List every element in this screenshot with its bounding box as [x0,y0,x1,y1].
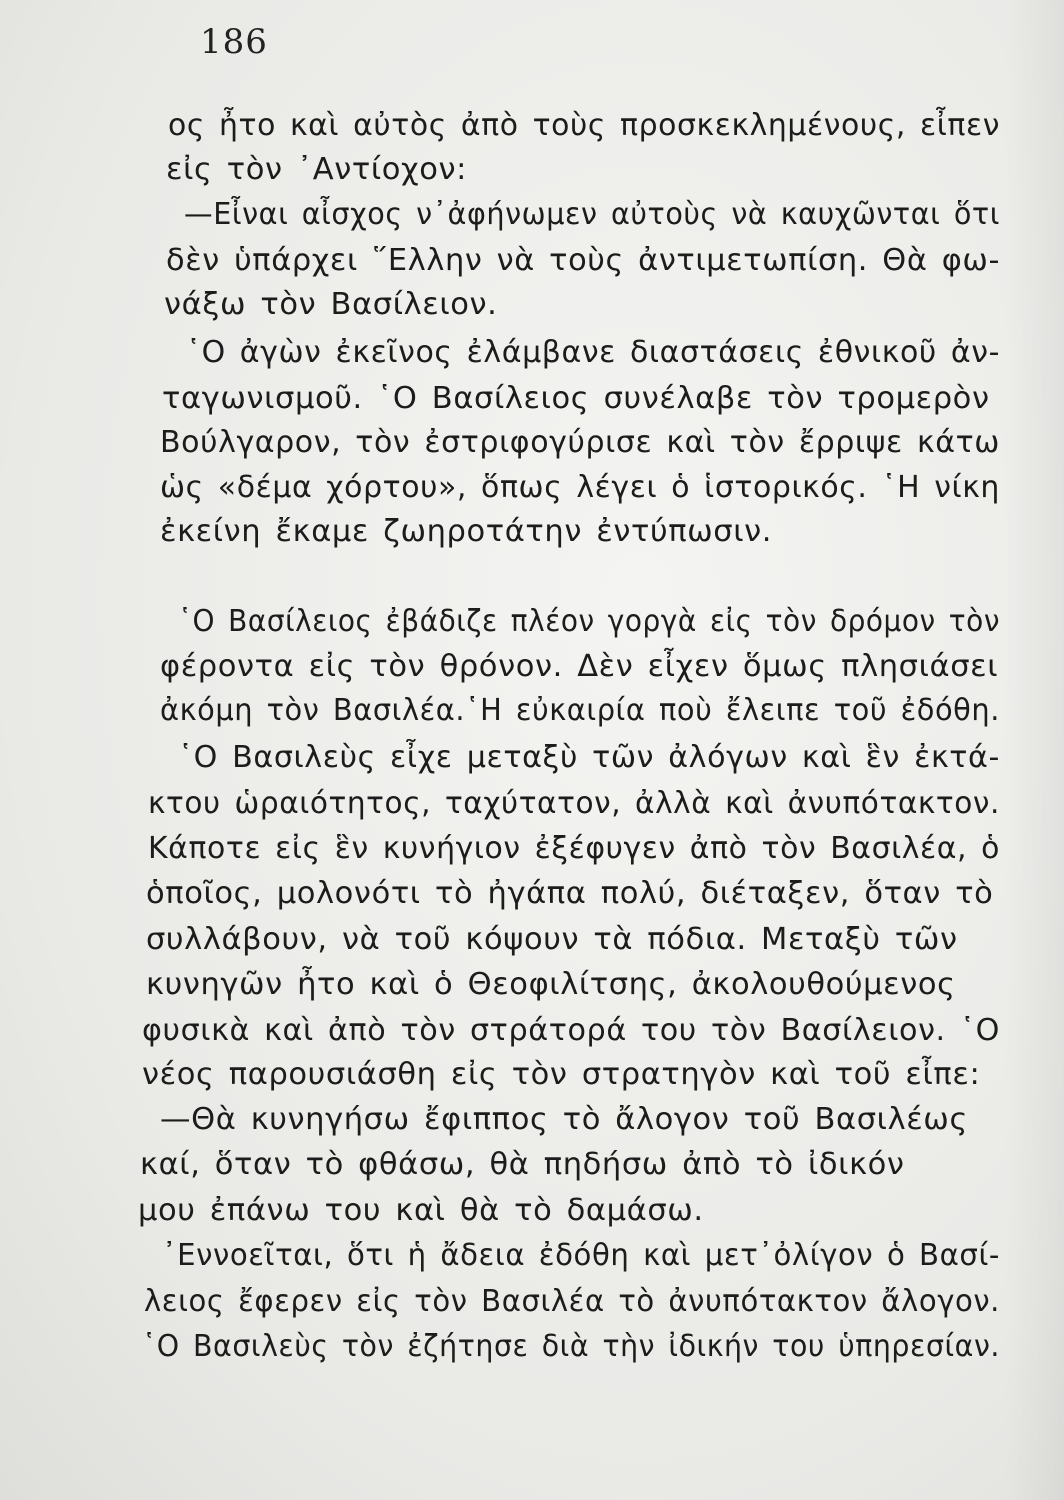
text-line: νέος παρουσιάσθη εἰς τὸν στρατηγὸν καὶ τοῦ εἶπε: [142,1057,981,1092]
text-line: ταγωνισμοῦ. ῾Ο Βασίλειος συνέλαβε τὸν τρομερὸν [162,381,990,416]
text-line: συλλάβουν, νὰ τοῦ κόψουν τὰ πόδια. Μεταξὺ τῶν [146,922,958,957]
text-line: κυνηγῶν ἦτο καὶ ὁ Θεοφιλίτσης, ἀκολουθούμενος [146,967,956,1002]
text-line: ὁποῖος, μολονότι τὸ ἠγάπα πολύ, διέταξεν, ὅταν τὸ [146,876,994,911]
text-line: ῾Ο Βασιλεὺς εἶχε μεταξὺ τῶν ἀλόγων καὶ ἓν ἐκτά- [178,740,1000,775]
text-line: ῾Ο Βασίλειος ἐβάδιζε πλέον γοργὰ εἰς τὸν δρόμον τὸν [178,604,1000,639]
text-line: φυσικὰ καὶ ἀπὸ τὸν στράτορά του τὸν Βασίλειον. ῾Ο [142,1013,1000,1048]
page-edge-shadow [1004,0,1064,1500]
text-line: δὲν ὑπάρχει ῞Ελλην νὰ τοὺς ἀντιμετωπίση. Θὰ φω- [166,243,1001,278]
text-line: φέροντα εἰς τὸν θρόνον. Δὲν εἶχεν ὅμως πλησιάσει [160,649,999,684]
text-line: καί, ὅταν τὸ φθάσω, θὰ πηδήσω ἀπὸ τὸ ἰδικόν [140,1147,905,1182]
text-line: λειος ἔφερεν εἰς τὸν Βασιλέα τὸ ἀνυπότακτον ἄλογον. [144,1284,1000,1319]
text-line: ος ἦτο καὶ αὐτὸς ἀπὸ τοὺς προσκεκλημένους, εἶπεν [168,108,1001,143]
text-line: Βούλγαρον, τὸν ἐστριφογύρισε καὶ τὸν ἔρριψε κάτω [160,425,1000,460]
text-line: ῾Ο ἀγὼν ἐκεῖνος ἐλάμβανε διαστάσεις ἐθνικοῦ ἀν- [186,335,1000,370]
text-line: ὡς «δέμα χόρτου», ὅπως λέγει ὁ ἱστορικός. ῾Η νίκη [160,470,1000,505]
text-line: —Θὰ κυνηγήσω ἔφιππος τὸ ἄλογον τοῦ Βασιλέως [160,1102,968,1137]
text-line: μου ἐπάνω του καὶ θὰ τὸ δαμάσω. [138,1193,704,1228]
page-number: 186 [200,22,268,62]
text-line: νάξω τὸν Βασίλειον. [164,287,498,322]
text-line: κτου ὡραιότητος, ταχύτατον, ἀλλὰ καὶ ἀνυπότακτον. [148,786,1000,821]
text-line: Κάποτε εἰς ἓν κυνήγιον ἐξέφυγεν ἀπὸ τὸν Βασιλέα, ὁ [148,831,1001,866]
text-line: ῾Ο Βασιλεὺς τὸν ἐζήτησε διὰ τὴν ἰδικήν του ὑπηρεσίαν. [142,1329,1000,1364]
text-line: —Εἶναι αἶσχος ν᾽ἀφήνωμεν αὐτοὺς νὰ καυχῶνται ὅτι [184,197,1000,232]
text-line: ἀκόμη τὸν Βασιλέα.῾Η εὐκαιρία ποὺ ἔλειπε τοῦ ἐδόθη. [160,693,1000,728]
text-line: ᾽Εννοεῖται, ὅτι ἡ ἄδεια ἐδόθη καὶ μετ᾽ὀλίγον ὁ Βασί- [162,1238,1001,1273]
text-line: εἰς τὸν ᾽Αντίοχον: [166,152,468,187]
text-line: ἐκείνη ἔκαμε ζωηροτάτην ἐντύπωσιν. [160,514,773,549]
